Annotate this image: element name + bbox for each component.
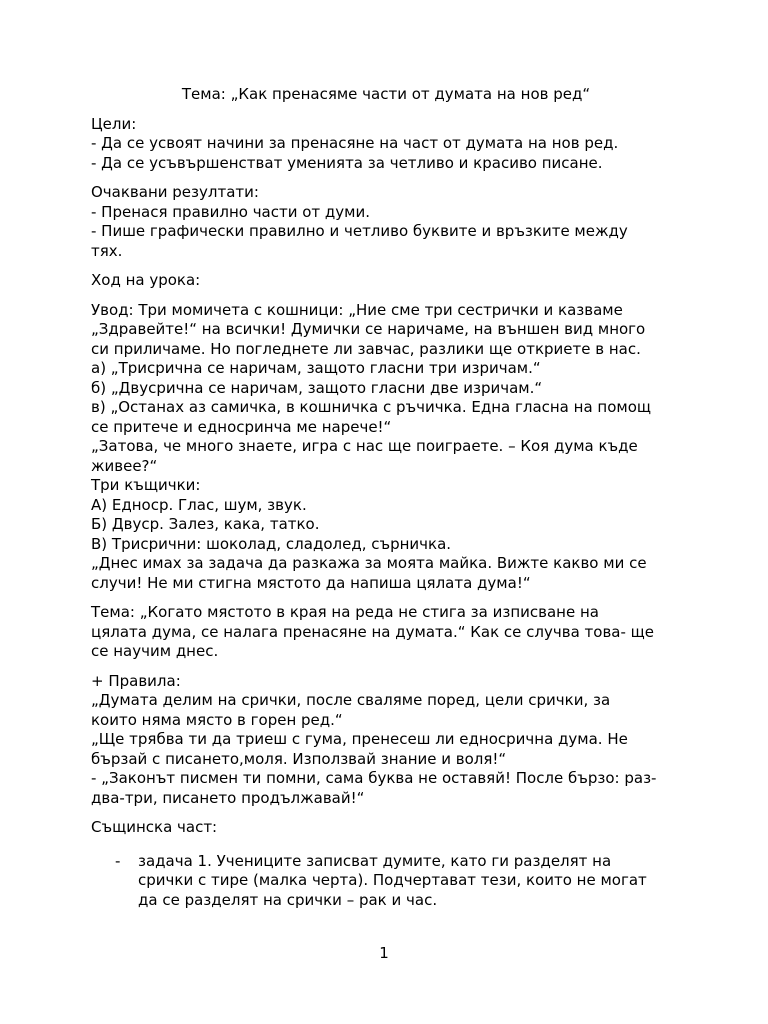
goal-item: - Да се усвоят начини за пренасяне на част от думата на нов ред. — [91, 134, 619, 152]
intro-line: б) „Двусрична се наричам, защото гласни две изричам.“ — [91, 378, 543, 397]
topic-line: цялата дума, се налага пренасяне на думата.“ Как се случва това- ще — [91, 622, 655, 641]
intro-line: „Здравейте!“ на всички! Думички се наричаме, на външен вид много — [91, 320, 646, 338]
intro-line: живее?“ — [91, 456, 158, 475]
intro-section — [91, 301, 681, 594]
result-line: тях. — [91, 241, 123, 260]
topic-line: Тема: „Когато мястото в края на реда не стига за изписване на — [91, 603, 599, 621]
main-part-section — [91, 818, 681, 910]
intro-line: в) „Останах аз самичка, в кошничка с ръчичка. Една гласна на помощ — [91, 398, 652, 416]
intro-line: „Затова, че много знаете, игра с нас ще поиграете. – Коя дума къде — [91, 437, 638, 455]
rules-section — [91, 672, 681, 809]
task-line: да се разделят на срички – рак и час. — [138, 890, 438, 909]
lesson-flow-section — [91, 271, 681, 291]
lesson-title: Тема: „Как пренасяме части от думата на нов ред“ — [181, 85, 591, 103]
intro-line: Увод: Три момичета с кошници: „Ние сме три сестрички и казваме — [91, 300, 623, 319]
goals-heading: Цели: — [91, 114, 137, 133]
intro-line: А) Едноср. Глас, шум, звук. — [91, 495, 307, 514]
intro-line: „Днес имах за задача да разкажа за моята майка. Вижте какво ми се — [91, 554, 647, 572]
result-line: - Пренася правилно части от думи. — [91, 202, 371, 221]
intro-line: Б) Двуср. Залез, кака, татко. — [91, 515, 320, 533]
topic-section — [91, 603, 681, 662]
task-line: задача 1. Учениците записват думите, като ги разделят на — [138, 851, 612, 870]
bullet-dash: - — [115, 851, 121, 870]
rules-line: + Правила: — [91, 671, 181, 690]
intro-line: а) „Трисрична се наричам, защото гласни три изричам.“ — [91, 359, 541, 377]
goal-item: - Да се усъвършенстват уменията за четливо и красиво писане. — [91, 153, 603, 172]
document-page — [91, 85, 681, 910]
result-line: - Пише графически правилно и четливо буквите и връзките между — [91, 222, 628, 240]
rules-line: „Ще трябва ти да триеш с гума, пренесеш ли едносрична дума. Не — [91, 730, 628, 748]
rules-line: които няма място в горен ред.“ — [91, 710, 343, 729]
intro-line: се притече и едносринча ме нарече!“ — [91, 417, 392, 436]
page-number: 1 — [379, 944, 389, 962]
main-part-heading: Същинска част: — [91, 818, 218, 836]
rules-line: два-три, писането продължавай!“ — [91, 788, 365, 807]
lesson-flow-heading: Ход на урока: — [91, 271, 201, 289]
intro-line: си приличаме. Но погледнете ли завчас, разлики ще откриете в нас. — [91, 339, 641, 358]
intro-line: случи! Не ми стигна мястото да напиша цялата дума!“ — [91, 573, 531, 592]
rules-line: „Думата делим на срички, после сваляме поред, цели срички, за — [91, 691, 611, 709]
task-list — [91, 852, 681, 911]
intro-line: В) Трисрични: шоколад, сладолед, сърничка. — [91, 534, 452, 553]
rules-line: бързай с писането,моля. Използвай знание и воля!“ — [91, 749, 507, 768]
intro-line: Три къщички: — [91, 476, 201, 494]
task-line: срички с тире (малка черта). Подчертават тези, които не могат — [138, 871, 647, 889]
results-heading: Очаквани резултати: — [91, 183, 259, 201]
list-item — [91, 852, 681, 911]
rules-line: - „Законът писмен ти помни, сама буква не оставяй! После бързо: раз- — [91, 769, 657, 787]
goals-section — [91, 115, 681, 174]
results-section — [91, 183, 681, 261]
topic-line: се научим днес. — [91, 642, 219, 660]
